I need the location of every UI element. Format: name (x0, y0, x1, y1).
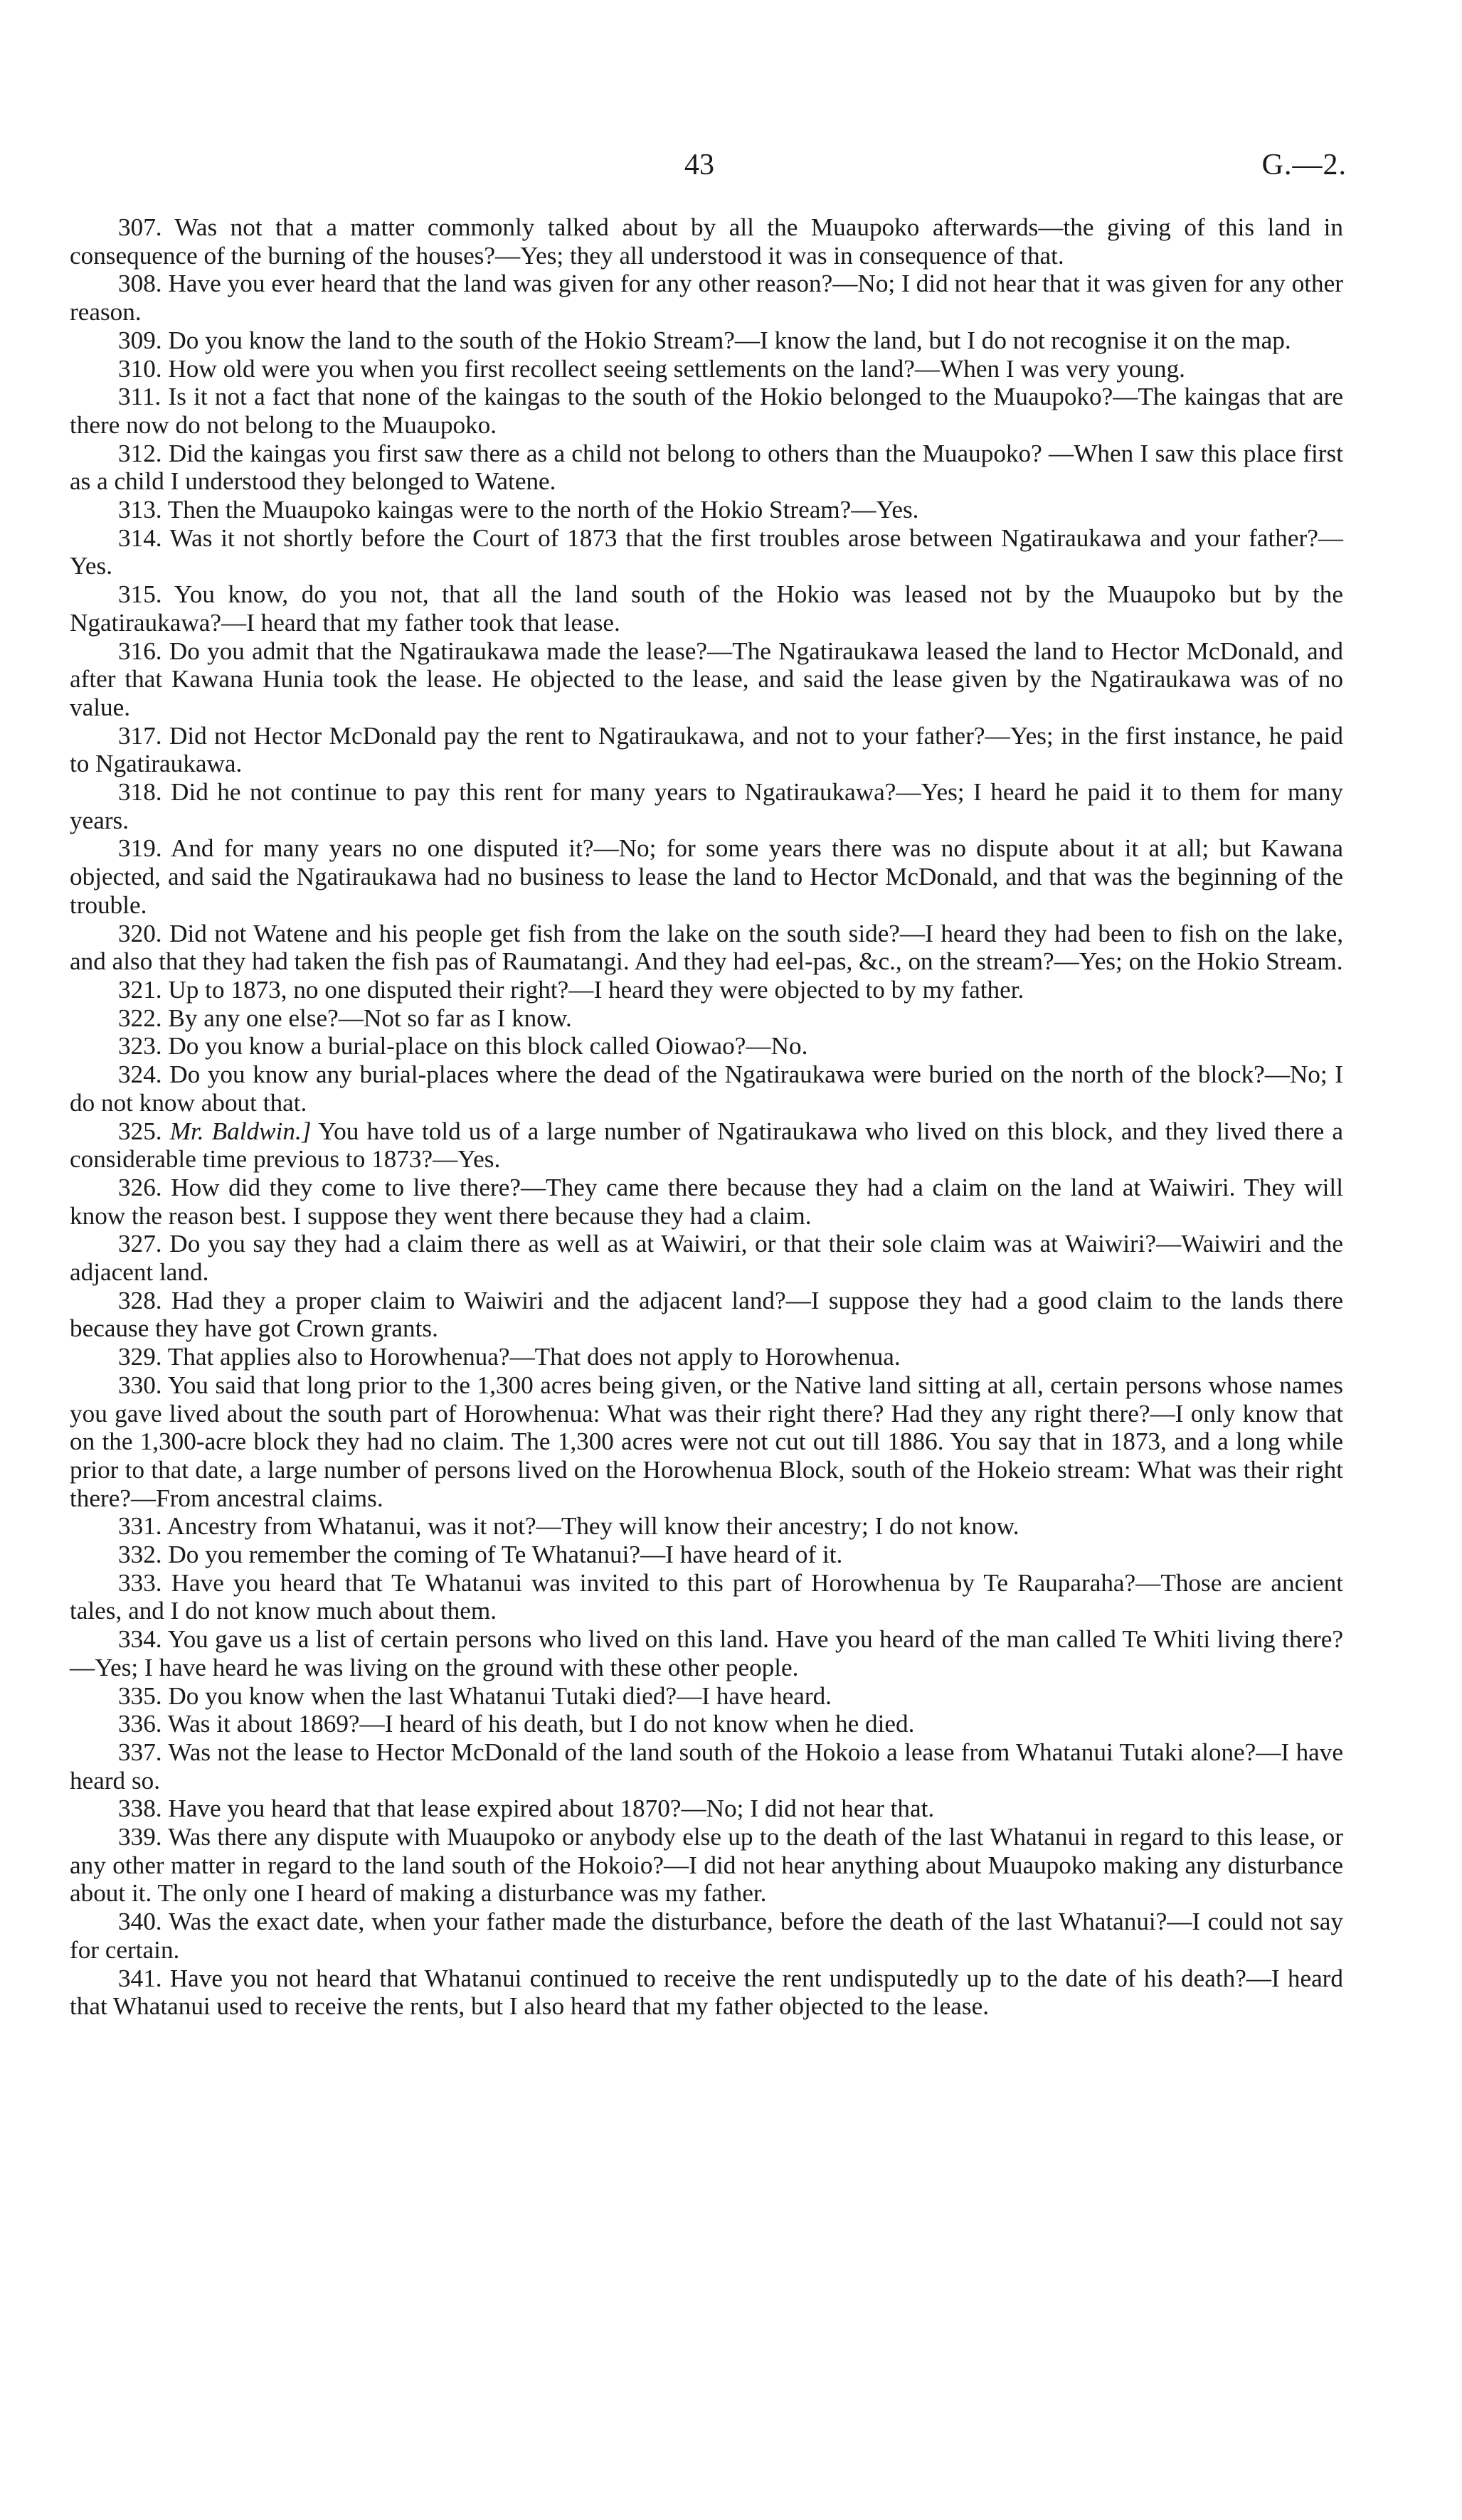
paragraph-331: 331. Ancestry from Whatanui, was it not?—They will know their ancestry; I do not know. (118, 1512, 1019, 1541)
paragraph-309: 309. Do you know the land to the south of the Hokio Stream?—I know the land, but I do not recognise it on the map. (118, 326, 1291, 354)
paragraph-320: 320. Did not Watene and his people get fish from the lake on the south side?—I heard they had been to fish on the lake, and also that they had taken the fish pas of Raumatangi. And they had eel-pas, &c., on the stream?—Yes; on the Hokio Stream. (70, 919, 1343, 976)
paragraph-341: 341. Have you not heard that Whatanui continued to receive the rent undisputedly up to the date of his death?—I heard that Whatanui used to receive the rents, but I also heard that my father objected to the lease. (70, 1964, 1343, 2021)
paragraph-339: 339. Was there any dispute with Muaupoko or anybody else up to the death of the last Whatanui in regard to this lease, or any other matter in regard to the land south of the Hokoio?—I did not hear anything about Muaupoko making any disturbance about it. The only one I heard of making a disturbance was my father. (70, 1823, 1343, 1908)
paragraph-325-text: You have told us of a large number of Ngatiraukawa who lived on this block, and they lived there a considerable time previous to 1873?—Yes. (70, 1117, 1344, 1174)
paragraph-307: 307. Was not that a matter commonly talked about by all the Muaupoko afterwards—the giving of this land in consequence of the burning of the houses?—Yes; they all understood it was in consequence of that. (70, 213, 1343, 270)
paragraph-332: 332. Do you remember the coming of Te Whatanui?—I have heard of it. (118, 1541, 843, 1569)
paragraph-337: 337. Was not the lease to Hector McDonald of the land south of the Hokoio a lease from Whatanui Tutaki alone?—I have heard so. (70, 1738, 1343, 1795)
speaker-label: Mr. Baldwin.] (169, 1117, 312, 1145)
paragraph-317: 317. Did not Hector McDonald pay the rent to Ngatiraukawa, and not to your father?—Yes; in the first instance, he paid to Ngatiraukawa. (70, 721, 1343, 778)
paragraph-328: 328. Had they a proper claim to Waiwiri and the adjacent land?—I suppose they had a good claim to the lands there because they have got Crown grants. (70, 1286, 1343, 1343)
paragraph-323: 323. Do you know a burial-place on this block called Oiowao?—No. (118, 1032, 808, 1060)
paragraph-315: 315. You know, do you not, that all the land south of the Hokio was leased not by the Muaupoko but by the Ngatiraukawa?—I heard that my father took that lease. (70, 580, 1343, 637)
paragraph-325-number: 325. (118, 1117, 162, 1145)
paragraph-314: 314. Was it not shortly before the Court of 1873 that the first troubles arose between Ngatiraukawa and your father?—Yes. (70, 523, 1343, 580)
paragraph-313: 313. Then the Muaupoko kaingas were to the north of the Hokio Stream?—Yes. (118, 496, 919, 524)
series-reference: G.—2. (1261, 149, 1347, 181)
paragraph-308: 308. Have you ever heard that the land was given for any other reason?—No; I did not hear that it was given for any other reason. (70, 270, 1343, 326)
paragraph-335: 335. Do you know when the last Whatanui Tutaki died?—I have heard. (118, 1681, 832, 1710)
paragraph-324: 324. Do you know any burial-places where the dead of the Ngatiraukawa were buried on the north of the block?—No; I do not know about that. (70, 1060, 1343, 1117)
paragraph-330: 330. You said that long prior to the 1,300 acres being given, or the Native land sitting at all, certain persons whose names you gave lived about the south part of Horowhenua: What was their right there? Had they any right there?—I only know that on the 1,300-acre block they had no claim. The 1,300 acres were not cut out till 1886. You say that in 1873, and a long while prior to that date, a large number of persons lived on the Horowhenua Block, south of the Hokeio stream: What was their right there?—From ancestral claims. (70, 1371, 1343, 1512)
paragraph-338: 338. Have you heard that that lease expired about 1870?—No; I did not hear that. (118, 1795, 935, 1823)
paragraph-322: 322. By any one else?—Not so far as I know. (118, 1004, 572, 1032)
testimony-body (70, 213, 1343, 2021)
paragraph-319: 319. And for many years no one disputed it?—No; for some years there was no dispute about it at all; but Kawana objected, and said the Ngatiraukawa had no business to lease the land to Hector McDonald, and that was the beginning of the trouble. (70, 834, 1343, 919)
paragraph-321: 321. Up to 1873, no one disputed their right?—I heard they were objected to by my father. (118, 975, 1024, 1004)
paragraph-340: 340. Was the exact date, when your father made the disturbance, before the death of the last Whatanui?—I could not say for certain. (70, 1908, 1343, 1964)
paragraph-326: 326. How did they come to live there?—They came there because they had a claim on the land at Waiwiri. They will know the reason best. I suppose they went there because they had a claim. (70, 1173, 1343, 1230)
paragraph-327: 327. Do you say they had a claim there as well as at Waiwiri, or that their sole claim was at Waiwiri?—Waiwiri and the adjacent land. (70, 1230, 1343, 1287)
paragraph-329: 329. That applies also to Horowhenua?—That does not apply to Horowhenua. (118, 1343, 901, 1371)
paragraph-311: 311. Is it not a fact that none of the kaingas to the south of the Hokio belonged to the Muaupoko?—The kaingas that are there now do not belong to the Muaupoko. (70, 383, 1343, 439)
paragraph-325 (70, 1117, 1343, 1174)
paragraph-336: 336. Was it about 1869?—I heard of his death, but I do not know when he died. (118, 1710, 915, 1738)
paragraph-318: 318. Did he not continue to pay this rent for many years to Ngatiraukawa?—Yes; I heard he paid it to them for many years. (70, 778, 1343, 834)
paragraph-310: 310. How old were you when you first recollect seeing settlements on the land?—When I was very young. (118, 354, 1185, 383)
paragraph-333: 333. Have you heard that Te Whatanui was invited to this part of Horowhenua by Te Rauparaha?—Those are ancient tales, and I do not know much about them. (70, 1568, 1343, 1625)
paragraph-312: 312. Did the kaingas you first saw there as a child not belong to others than the Muaupoko? —When I saw this place first as a child I understood they belonged to Watene. (70, 439, 1343, 496)
page-number: 43 (684, 149, 714, 181)
paragraph-334: 334. You gave us a list of certain persons who lived on this land. Have you heard of the man called Te Whiti living there?—Yes; I have heard he was living on the ground with these other people. (70, 1625, 1343, 1681)
paragraph-316: 316. Do you admit that the Ngatiraukawa made the lease?—The Ngatiraukawa leased the land to Hector McDonald, and after that Kawana Hunia took the lease. He objected to the lease, and said the lease given by the Ngatiraukawa was of no value. (70, 637, 1343, 721)
page-header (0, 148, 1462, 191)
